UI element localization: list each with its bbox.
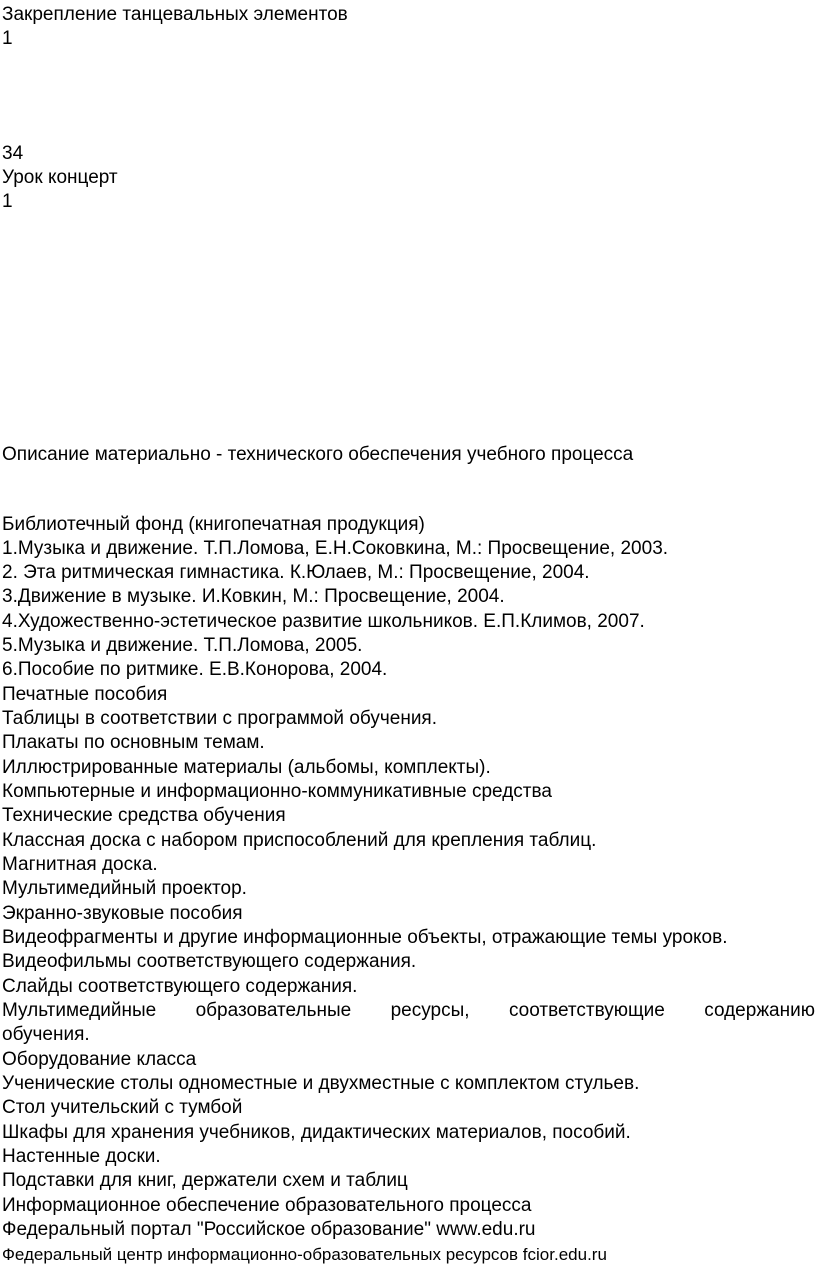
print-item: Иллюстрированные материалы (альбомы, комплекты). xyxy=(2,757,491,778)
library-heading: Библиотечный фонд (книгопечатная продукция) xyxy=(2,514,425,535)
print-item: Плакаты по основным темам. xyxy=(2,732,265,753)
tech-item: Мультимедийный проектор. xyxy=(2,878,247,899)
print-heading: Печатные пособия xyxy=(2,684,168,705)
av-heading: Экранно-звуковые пособия xyxy=(2,903,243,924)
equipment-item: Подставки для книг, держатели схем и таблиц xyxy=(2,1170,408,1191)
print-item: Таблицы в соответствии с программой обучения. xyxy=(2,708,437,729)
av-word: образовательные xyxy=(195,1000,352,1021)
lesson-row-34-title: Урок концерт xyxy=(2,167,118,188)
av-item: Видеофрагменты и другие информационные объекты, отражающие темы уроков. xyxy=(2,927,728,948)
av-word: соответствующие xyxy=(508,1000,665,1021)
section-title: Описание материально - технического обеспечения учебного процесса xyxy=(2,444,634,465)
equipment-item: Стол учительский с тумбой xyxy=(2,1097,243,1118)
equipment-item: Шкафы для хранения учебников, дидактических материалов, пособий. xyxy=(2,1122,631,1143)
av-word: содержанию xyxy=(704,1000,815,1021)
lesson-row-33-title: Закрепление танцевальных элементов xyxy=(2,4,348,25)
av-justified-line xyxy=(2,999,815,1023)
tech-item: Магнитная доска. xyxy=(2,854,158,875)
equipment-heading: Оборудование класса xyxy=(2,1049,197,1070)
info-item: Федеральный портал "Российское образование" www.edu.ru xyxy=(2,1219,536,1240)
av-word: ресурсы, xyxy=(390,1000,470,1021)
av-item: Слайды соответствующего содержания. xyxy=(2,976,358,997)
library-item: 3.Движение в музыке. И.Ковкин, М.: Просвещение, 2004. xyxy=(2,586,505,607)
tech-heading: Технические средства обучения xyxy=(2,805,286,826)
library-item: 4.Художественно-эстетическое развитие школьников. Е.П.Климов, 2007. xyxy=(2,611,645,632)
lesson-row-34-number: 34 xyxy=(2,143,24,164)
library-item: 1.Музыка и движение. Т.П.Ломова, Е.Н.Соковкина, М.: Просвещение, 2003. xyxy=(2,538,669,559)
tech-item: Классная доска с набором приспособлений для крепления таблиц. xyxy=(2,830,597,851)
equipment-item: Настенные доски. xyxy=(2,1146,161,1167)
info-heading: Информационное обеспечение образовательного процесса xyxy=(2,1195,532,1216)
library-item: 2. Эта ритмическая гимнастика. К.Юлаев, М.: Просвещение, 2004. xyxy=(2,562,590,583)
lesson-row-34-hours: 1 xyxy=(2,191,13,212)
av-item: Видеофильмы соответствующего содержания. xyxy=(2,951,417,972)
library-item: 5.Музыка и движение. Т.П.Ломова, 2005. xyxy=(2,635,363,656)
av-word: Мультимедийные xyxy=(2,1000,157,1021)
equipment-item: Ученические столы одноместные и двухместные с комплектом стульев. xyxy=(2,1073,640,1094)
av-continuation: обучения. xyxy=(2,1024,90,1045)
info-item: Федеральный центр информационно-образовательных ресурсов fcior.edu.ru xyxy=(2,1245,607,1264)
library-item: 6.Пособие по ритмике. Е.В.Конорова, 2004. xyxy=(2,659,388,680)
ict-heading: Компьютерные и информационно-коммуникативные средства xyxy=(2,781,552,802)
lesson-row-33-hours: 1 xyxy=(2,28,13,49)
